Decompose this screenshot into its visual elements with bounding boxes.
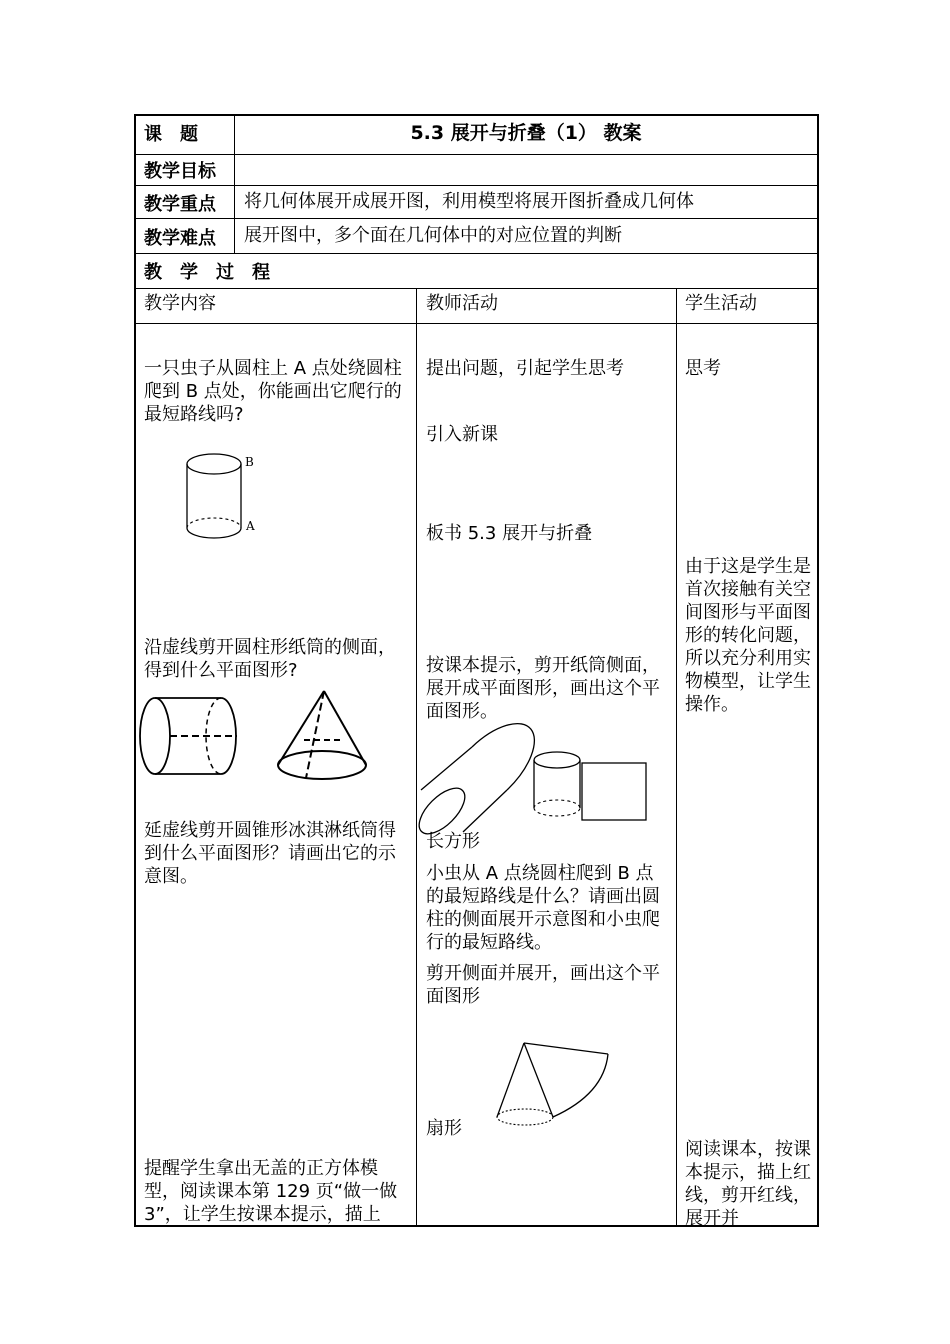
key-point-value: 将几何体展开成展开图，利用模型将展开图折叠成几何体 — [244, 191, 694, 212]
column-header-student: 学生活动 — [685, 293, 757, 314]
column-header-content: 教学内容 — [144, 293, 216, 314]
label-b: B — [245, 455, 254, 469]
horizontal-cylinder-diagram — [137, 695, 247, 785]
topic-label: 课 题 — [144, 124, 198, 145]
student-activity-2: 由于这是学生是首次接触有关空间图形与平面图形的转化问题，所以充分利用实物模型，让学生操作。 — [685, 556, 811, 715]
content-question-1: 一只虫子从圆柱上 A 点处绕圆柱爬到 B 点处，你能画出它爬行的最短路线吗? — [144, 358, 402, 425]
teacher-answer-rectangle: 长方形 — [426, 831, 480, 852]
student-activity-1: 思考 — [685, 358, 721, 379]
process-label: 教 学 过 程 — [144, 262, 270, 283]
label-a: A — [246, 519, 255, 533]
teacher-activity-2: 引入新课 — [426, 424, 498, 445]
content-question-2: 沿虚线剪开圆柱形纸筒的侧面，得到什么平面图形? — [144, 637, 396, 681]
key-point-label: 教学重点 — [144, 194, 216, 215]
column-header-teacher: 教师活动 — [426, 293, 498, 314]
teacher-activity-6: 小虫从 A 点绕圆柱爬到 B 点的最短路线是什么？请画出圆柱的侧面展开示意图和小虫爬行的最短路线。 — [426, 863, 660, 953]
teacher-activity-1: 提出问题，引起学生思考 — [426, 358, 624, 379]
difficulty-label: 教学难点 — [144, 228, 216, 249]
teacher-activity-3: 板书 5.3 展开与折叠 — [426, 523, 593, 544]
cone-diagram — [272, 688, 372, 788]
objective-label: 教学目标 — [144, 161, 216, 182]
page-title: 5.3 展开与折叠（1） 教案 — [410, 122, 642, 144]
student-activity-3: 阅读课本，按课本提示，描上红线，剪开红线，展开并 — [685, 1139, 811, 1229]
content-question-3: 延虚线剪开圆锥形冰淇淋纸筒得到什么平面图形？请画出它的示意图。 — [144, 820, 396, 887]
teacher-answer-sector: 扇形 — [426, 1118, 462, 1139]
teacher-activity-7: 剪开侧面并展开，画出这个平面图形 — [426, 963, 660, 1007]
difficulty-value: 展开图中，多个面在几何体中的对应位置的判断 — [244, 225, 622, 246]
teacher-activity-4: 按课本提示，剪开纸筒侧面，展开成平面图形，画出这个平面图形。 — [426, 655, 660, 722]
cylinder-with-unrolled-rectangle-diagram — [530, 748, 655, 828]
content-instruction-4: 提醒学生拿出无盖的正方体模型，阅读课本第 129 页“做一做 3”，让学生按课本提示，描上 — [144, 1158, 398, 1225]
cone-sector-diagram — [492, 1038, 617, 1130]
